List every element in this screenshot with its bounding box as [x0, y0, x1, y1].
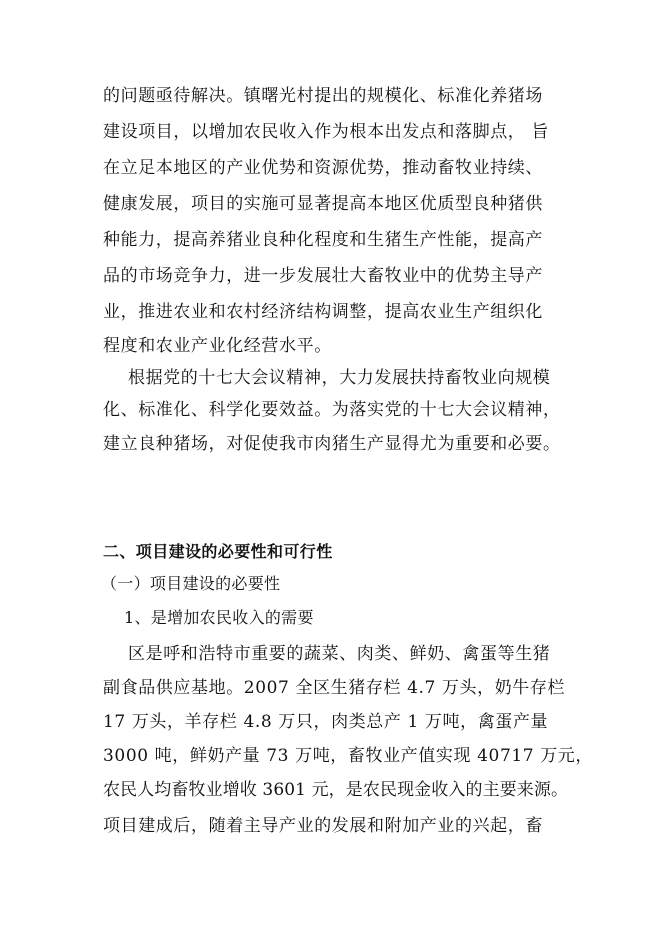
paragraph-line: 区是呼和浩特市重要的蔬菜、肉类、鲜奶、禽蛋等生猪: [128, 644, 551, 664]
paragraph-line: 种能力，提高养猪业良种化程度和生猪生产性能，提高产: [103, 230, 543, 250]
paragraph-line: 建立良种猪场，对促使我市肉猪生产显得尤为重要和必要。: [103, 434, 561, 454]
section-heading: 二、项目建设的必要性和可行性: [103, 542, 333, 561]
paragraph-line: 程度和农业产业化经营水平。: [103, 336, 332, 356]
subsection-heading: （一）项目建设的必要性: [101, 574, 281, 593]
paragraph-line: 农民人均畜牧业增收 3601 元，是农民现金收入的主要来源。: [103, 780, 569, 800]
paragraph-line: 17 万头，羊存栏 4.8 万只，肉类总产 1 万吨，禽蛋产量: [103, 712, 549, 732]
paragraph-line: 建设项目，以增加农民收入作为根本出发点和落脚点， 旨: [103, 122, 550, 142]
paragraph-line: 品的市场竞争力，进一步发展壮大畜牧业中的优势主导产: [103, 266, 543, 286]
paragraph-line: 3000 吨，鲜奶产量 73 万吨，畜牧业产值实现 40717 万元，: [103, 746, 593, 766]
paragraph-line: 在立足本地区的产业优势和资源优势，推动畜牧业持续、: [103, 158, 543, 178]
paragraph-line: 业，推进农业和农村经济结构调整，提高农业生产组织化: [103, 302, 543, 322]
paragraph-line: 根据党的十七大会议精神，大力发展扶持畜牧业向规模: [128, 368, 551, 388]
paragraph-line: 健康发展，项目的实施可显著提高本地区优质型良种猪供: [103, 194, 543, 214]
paragraph-line: 项目建成后，随着主导产业的发展和附加产业的兴起，畜: [103, 816, 543, 836]
paragraph-line: 副食品供应基地。2007 全区生猪存栏 4.7 万头，奶牛存栏: [103, 678, 566, 698]
paragraph-line: 的问题亟待解决。镇曙光村提出的规模化、标准化养猪场: [103, 86, 543, 106]
paragraph-line: 化、标准化、科学化要效益。为落实党的十七大会议精神，: [103, 400, 561, 420]
item-heading: 1、是增加农民收入的需要: [124, 608, 314, 627]
